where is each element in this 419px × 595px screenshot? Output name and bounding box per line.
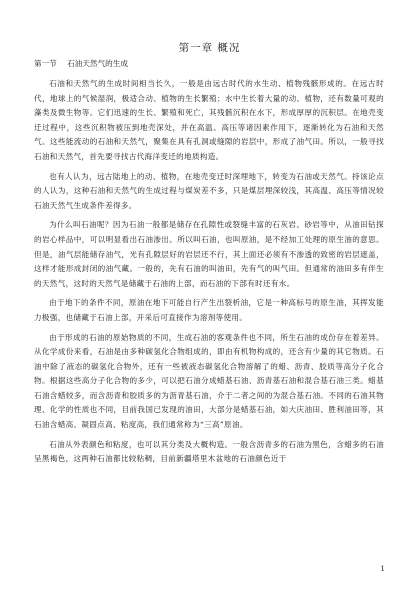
page-number: 1	[380, 565, 385, 573]
section-number: 第一节	[34, 59, 57, 68]
paragraph: 为什么叫石油呢？因为石油一般都是储存在孔隙性或裂缝丰富的石灰岩、砂岩等中，从油田钻探的岩心样品中，可以明显看出石油渗出。所以叫石油，也叫原油，是不经加工处理的原生油的意思。但是，油气层能储存油气，光有孔隙层好的岩层还不行，其上面还必须有不渗透的致密的岩层遮盖，这样才能形成封闭的油气藏。一般的，先有石油的叫油田，先有气的叫气田。但通常的油田多有伴生的天然气，这时的天然气是储藏于石油的上部，而石油的下部有时还有水。	[34, 220, 384, 288]
paragraph: 由于地下的条件不同，原油在地下可能自行产生出裂析油，它是一种高标号的原生油，其挥发能力极强，也储藏于石油上部，开采后可直接作为溶剂等使用。	[34, 298, 384, 322]
paragraph: 石油从外表颜色和粘度，也可以其分类及大概构造。一般含沥青多的石油为黑色，含蜡多的石油呈黑褐色，这两种石油都比较粘稠，目前新疆塔里木盆地的石油颜色近于	[34, 439, 384, 464]
section-title: 石油天然气的生成	[67, 59, 128, 68]
chapter-title: 第一章 概况	[178, 42, 241, 54]
section-heading	[34, 58, 128, 69]
paragraph: 也有人认为，远古陆地上的动、植物，在地壳变迁时深埋地下，转变为石油或天然气。持该论点的人认为，这种石油和天然气的生成过程与煤炭差不多，只是煤层埋深较浅，其高温、高压等情况较石油天然气生成条件差得多。	[34, 171, 384, 210]
body-text	[34, 77, 384, 472]
paragraph: 由于形成的石油的原始物质的不同，生成石油的客观条件也不同，所生石油的成份存在着差异。从化学成份来看，石油是由多种碳氢化合物组成的，即由有机物构成的，还含有少量的其它物质。石油中除了液态的碳氢化合物外，还有一些被液态碳氢化合物溶解了的蜡、沥青、胶质等高分子化合物。根据这些高分子化合物的多少，可以把石油分成蜡基石油、沥青基石油和混合基石油三类。蜡基石油含蜡较多，而含沥青和胶质多的为沥青基石油，介于二者之间的为混合基石油。不同的石油其物理、化学的性质也不同，目前我国已发现的油田，大部分是蜡基石油，如大庆油田、胜利油田等，其石油含蜡高、凝固点高、粘度高，我们通常称为“三高”原油。	[34, 332, 384, 430]
paragraph: 石油和天然气的生成时间相当长久，一般是由远古时代的水生动、植物残骸形成的。在远古时代，地球上的气候湿润，极适合动、植物的生长繁殖；水中生长着大量的动、植物，还有数量可观的藻类及微生物等。它们迅速的生长、繁殖和死亡，其残骸沉积在水下，形成厚厚的沉积层。在地壳变迁过程中，这些沉积物被压到地壳深处，并在高温、高压等诸因素作用下，逐渐转化为石油和天然气。这些能流动的石油和天然气，聚集在具有孔洞或缝隙的岩层中，形成了油气田。所以，一般寻找石油和天然气，首先要寻找古代海洋变迁的地质构造。	[34, 79, 384, 161]
